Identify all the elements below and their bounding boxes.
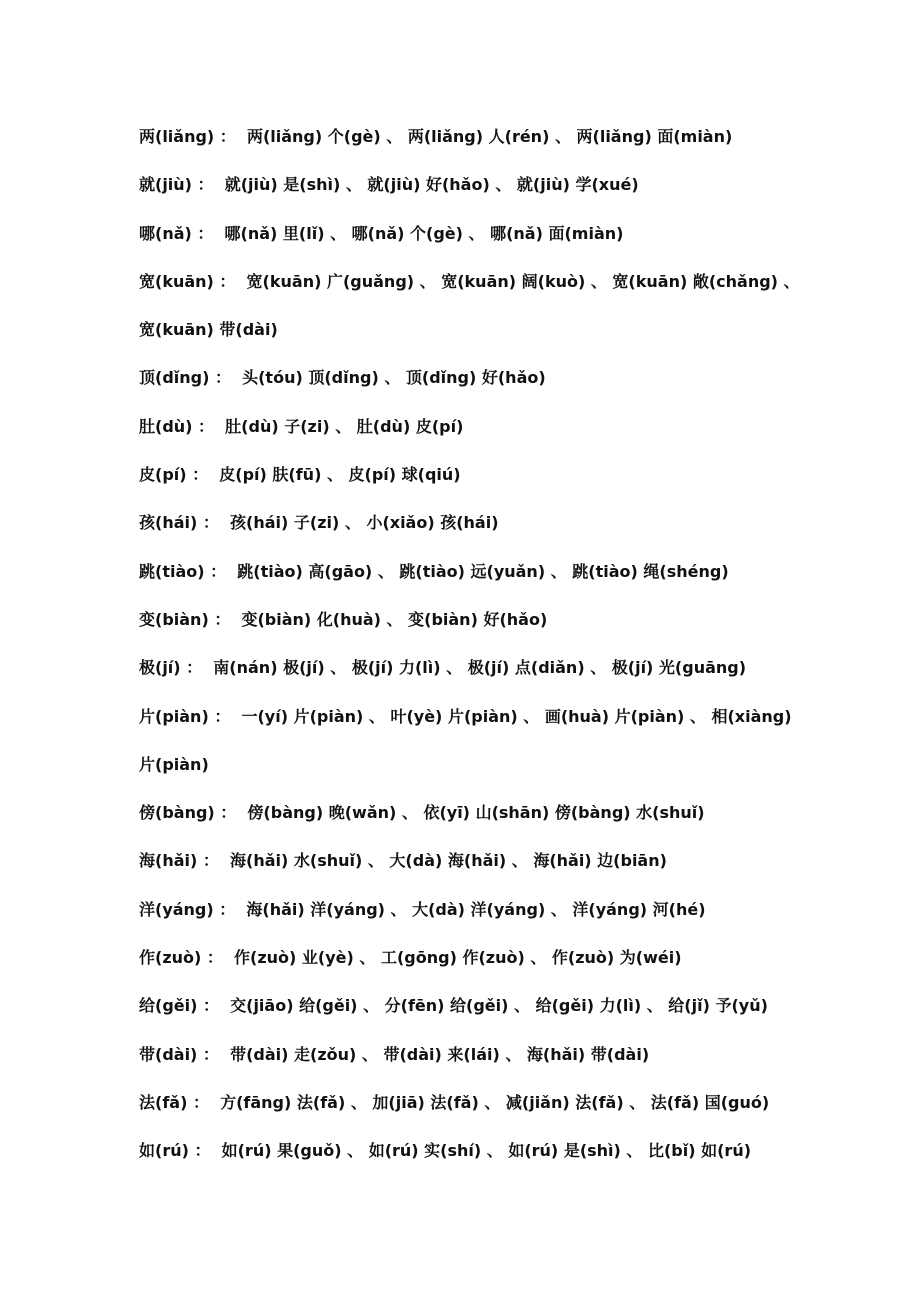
entry-line: 给(gěi) ： 交(jiāo) 给(gěi) 、 分(fēn) 给(gěi) 、 给(gěi) 力(lì) 、 给(jǐ) 予(yǔ): [139, 996, 768, 1016]
entry-line: 孩(hái) ： 孩(hái) 子(zi) 、 小(xiǎo) 孩(hái): [139, 513, 499, 533]
entry-line: 作(zuò) ： 作(zuò) 业(yè) 、 工(gōng) 作(zuò) 、 作(zuò) 为(wéi): [139, 948, 682, 968]
entry-line-continuation: 片(piàn): [139, 754, 209, 774]
entry-line: 如(rú) ： 如(rú) 果(guǒ) 、 如(rú) 实(shí) 、 如(rú) 是(shì) 、 比(bǐ) 如(rú): [139, 1141, 752, 1161]
entry-line: 极(jí) ： 南(nán) 极(jí) 、 极(jí) 力(lì) 、 极(jí) 点(diǎn) 、 极(jí) 光(guāng): [139, 658, 747, 678]
entry-line: 带(dài) ： 带(dài) 走(zǒu) 、 带(dài) 来(lái) 、 海(hǎi) 带(dài): [139, 1044, 650, 1064]
entry-line: 哪(nǎ) ： 哪(nǎ) 里(lǐ) 、 哪(nǎ) 个(gè) 、 哪(nǎ) 面(miàn): [139, 223, 624, 243]
entry-line: 海(hǎi) ： 海(hǎi) 水(shuǐ) 、 大(dà) 海(hǎi) 、 海(hǎi) 边(biān): [139, 851, 667, 871]
entry-line: 片(piàn) ： 一(yí) 片(piàn) 、 叶(yè) 片(piàn) 、 画(huà) 片(piàn) 、 相(xiàng): [139, 706, 792, 726]
entry-line: 两(liǎng) ： 两(liǎng) 个(gè) 、 两(liǎng) 人(rén) 、 两(liǎng) 面(miàn): [139, 127, 733, 146]
entry-line: 法(fǎ) ： 方(fāng) 法(fǎ) 、 加(jiā) 法(fǎ) 、 减(jiǎn) 法(fǎ) 、 法(fǎ) 国(guó): [139, 1092, 770, 1112]
entry-line: 宽(kuān) ： 宽(kuān) 广(guǎng) 、 宽(kuān) 阔(kuò) 、 宽(kuān) 敞(chǎng) 、: [139, 271, 800, 291]
entry-line: 跳(tiào) ： 跳(tiào) 高(gāo) 、 跳(tiào) 远(yuǎn) 、 跳(tiào) 绳(shéng): [139, 561, 729, 581]
entry-line: 变(biàn) ： 变(biàn) 化(huà) 、 变(biàn) 好(hǎo): [139, 609, 548, 629]
entry-line: 傍(bàng) ： 傍(bàng) 晚(wǎn) 、 依(yī) 山(shān) 傍(bàng) 水(shuǐ): [139, 803, 705, 823]
entry-line-continuation: 宽(kuān) 带(dài): [139, 320, 278, 340]
entry-line: 顶(dǐng) ： 头(tóu) 顶(dǐng) 、 顶(dǐng) 好(hǎo): [139, 368, 546, 388]
entry-line: 皮(pí) ： 皮(pí) 肤(fū) 、 皮(pí) 球(qiú): [139, 465, 461, 485]
entry-line: 肚(dù) ： 肚(dù) 子(zi) 、 肚(dù) 皮(pí): [139, 416, 464, 436]
document-body: [139, 122, 799, 1185]
entry-line: 就(jiù) ： 就(jiù) 是(shì) 、 就(jiù) 好(hǎo) 、 就(jiù) 学(xué): [139, 175, 639, 195]
entry-line: 洋(yáng) ： 海(hǎi) 洋(yáng) 、 大(dà) 洋(yáng) 、 洋(yáng) 河(hé): [139, 899, 706, 919]
